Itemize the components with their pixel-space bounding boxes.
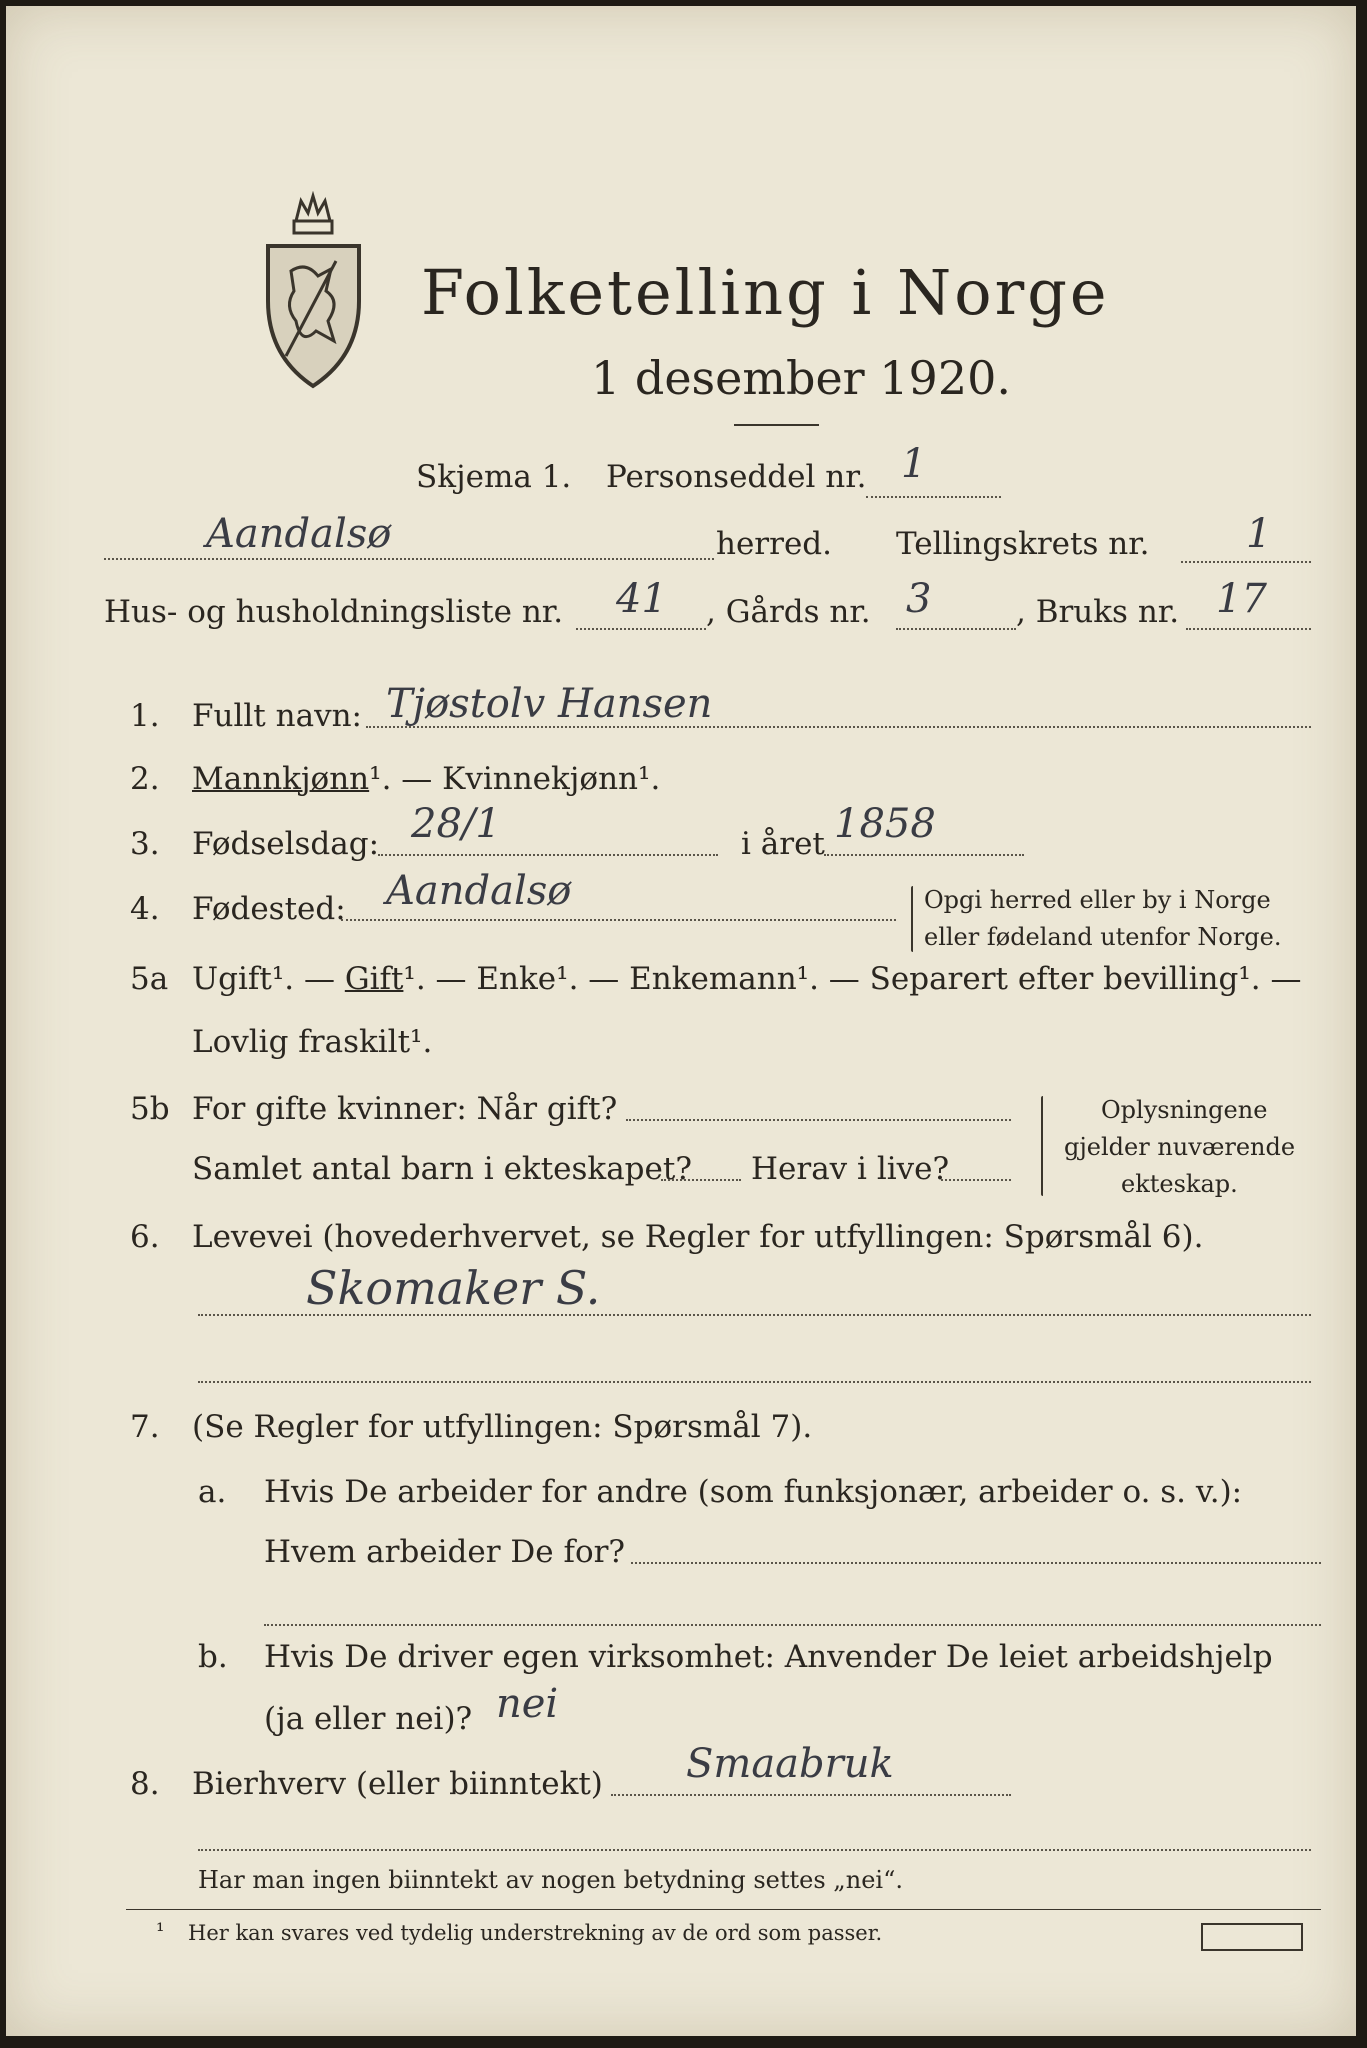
gards-label: , Gårds nr.: [706, 594, 871, 630]
q5a-number: 5a: [130, 961, 169, 997]
q5a-gift-option: Gift: [344, 961, 404, 997]
q1-number: 1.: [130, 698, 160, 734]
personseddel-line: [866, 496, 1001, 498]
q4-note-brace: [911, 886, 913, 952]
form-date: 1 desember 1920.: [591, 351, 1011, 405]
q5b-note-line2: gjelder nuværende: [1064, 1133, 1296, 1161]
q5b-number: 5b: [130, 1091, 170, 1127]
footer-note: Har man ingen biinntekt av nogen betydning settes „nei“.: [198, 1866, 903, 1894]
q7a-who-line: [631, 1562, 1321, 1564]
tellingskrets-value: 1: [1246, 511, 1272, 557]
tellingskrets-line: [1181, 561, 1311, 563]
q7a-label: Hvis De arbeider for andre (som funksjonær, arbeider o. s. v.):: [264, 1474, 1243, 1510]
q7b-letter: b.: [198, 1639, 228, 1675]
q7-number: 7.: [130, 1409, 160, 1445]
q5b-children-line: [661, 1179, 741, 1181]
q8-line2: [198, 1849, 1311, 1851]
herred-line: [104, 558, 714, 560]
hus-value: 41: [616, 576, 667, 622]
tellingskrets-label: Tellingskrets nr.: [896, 526, 1150, 562]
footer-divider: [126, 1909, 1321, 1910]
q1-label: Fullt navn:: [192, 698, 362, 734]
personseddel-label: Personseddel nr.: [606, 459, 867, 495]
q6-label: Levevei (hovederhvervet, se Regler for utfyllingen: Spørsmål 6).: [192, 1219, 1204, 1255]
q7a-who-label: Hvem arbeider De for?: [264, 1534, 626, 1570]
q3-value: 28/1: [411, 801, 501, 847]
q4-note-line2: eller fødeland utenfor Norge.: [924, 923, 1282, 951]
herred-value: Aandalsø: [206, 511, 392, 557]
gards-value: 3: [906, 576, 932, 622]
q4-line: [341, 919, 896, 921]
q4-note-line1: Opgi herred eller by i Norge: [924, 886, 1271, 914]
q3-number: 3.: [130, 826, 160, 862]
q7b-yesno-label: (ja eller nei)?: [264, 1701, 473, 1737]
q6-value: Skomaker S.: [306, 1261, 601, 1315]
q5b-alive-line: [941, 1179, 1011, 1181]
census-form-sheet: [6, 6, 1356, 2036]
q5b-label: For gifte kvinner: Når gift?: [192, 1091, 618, 1127]
q3-year-label: i året: [741, 826, 825, 862]
q6-number: 6.: [130, 1219, 160, 1255]
gards-line: [896, 628, 1016, 630]
q5b-alive-label: Herav i live?: [751, 1151, 950, 1187]
q4-label: Fødested:: [192, 891, 346, 927]
hus-line: [576, 628, 706, 630]
q7a-line2: [264, 1624, 1321, 1626]
title-divider: [734, 424, 819, 426]
form-title: Folketelling i Norge: [421, 256, 1110, 329]
footnote-mark: ¹: [156, 1919, 165, 1943]
coat-of-arms-icon: [256, 191, 371, 391]
q5a-line2: Lovlig fraskilt¹.: [192, 1024, 433, 1060]
q3-year-line: [824, 854, 1024, 856]
q8-number: 8.: [130, 1766, 160, 1802]
q5b-note-brace: [1041, 1096, 1043, 1196]
q5b-note-line1: Oplysningene: [1101, 1096, 1268, 1124]
printer-stamp: [1201, 1923, 1303, 1951]
q4-value: Aandalsø: [386, 868, 572, 914]
herred-label: herred.: [716, 526, 832, 562]
personseddel-value: 1: [901, 441, 927, 487]
q2-options: Mannkjønn¹. — Kvinnekjønn¹.: [192, 761, 661, 797]
q2-mann-option: Mannkjønn: [192, 761, 370, 797]
q3-year-value: 1858: [834, 801, 936, 847]
hus-label: Hus- og husholdningsliste nr.: [104, 594, 564, 630]
q5b-note-line3: ekteskap.: [1121, 1170, 1238, 1198]
q2-number: 2.: [130, 761, 160, 797]
q8-line: [611, 1794, 1011, 1796]
q1-value: Tjøstolv Hansen: [386, 681, 713, 727]
bruks-label: , Bruks nr.: [1016, 594, 1180, 630]
q8-value: Smaabruk: [686, 1741, 894, 1787]
bruks-value: 17: [1216, 576, 1267, 622]
q5a-options: Ugift¹. — Gift¹. — Enke¹. — Enkemann¹. — Separert efter bevilling¹. —: [192, 961, 1302, 997]
q5b-line: [626, 1119, 1011, 1121]
q6-line2: [198, 1381, 1311, 1383]
footnote-text: Her kan svares ved tydelig understrekning av de ord som passer.: [188, 1921, 883, 1945]
q8-label: Bierhverv (eller biinntekt): [192, 1766, 603, 1802]
q5b-children-label: Samlet antal barn i ekteskapet?: [192, 1151, 692, 1187]
bruks-line: [1186, 628, 1311, 630]
q3-line: [378, 854, 718, 856]
q7a-letter: a.: [198, 1474, 227, 1510]
q7b-label: Hvis De driver egen virksomhet: Anvender De leiet arbeidshjelp: [264, 1639, 1273, 1675]
q2-kvinne-option: Kvinnekjønn: [442, 761, 639, 797]
q3-label: Fødselsdag:: [192, 826, 380, 862]
q6-line1: [198, 1314, 1311, 1316]
q7b-value: nei: [496, 1681, 559, 1727]
schema-label: Skjema 1.: [416, 459, 572, 495]
q7-label: (Se Regler for utfyllingen: Spørsmål 7).: [192, 1409, 813, 1445]
q4-number: 4.: [130, 891, 160, 927]
